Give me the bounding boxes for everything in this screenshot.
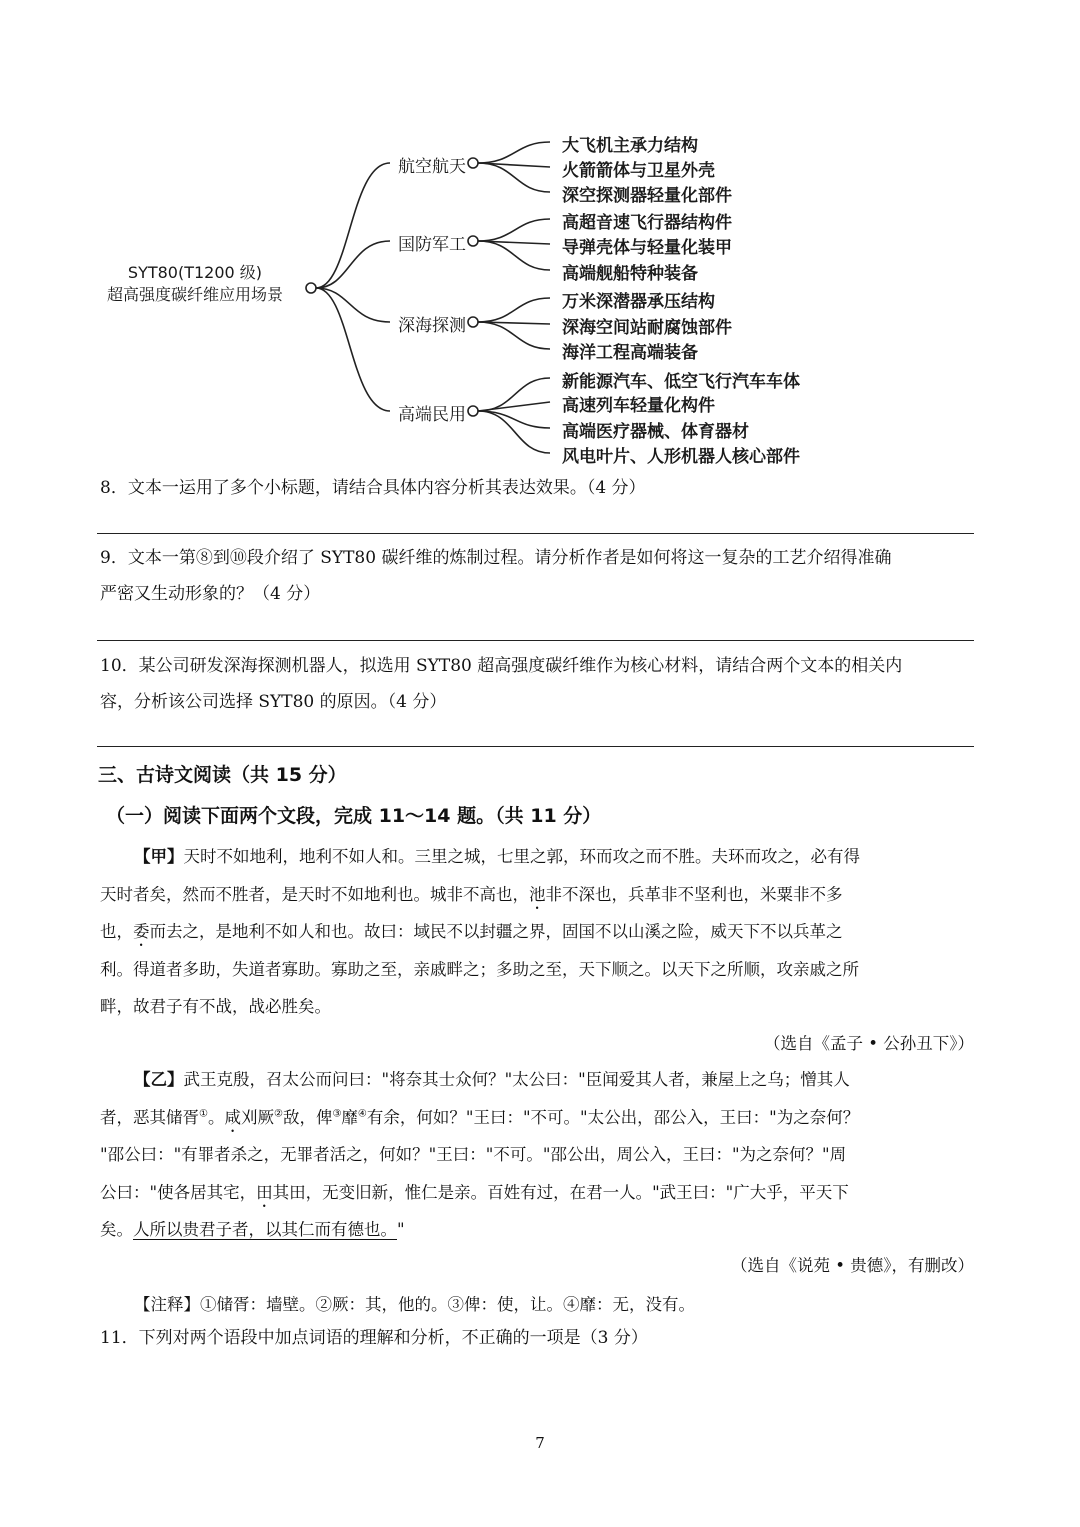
question-11: 11．下列对两个语段中加点词语的理解和分析，不正确的一项是（3 分） (100, 1328, 648, 1348)
question-9-line1: 9．文本一第⑧到⑩段介绍了 SYT80 碳纤维的炼制过程。请分析作者是如何将这一复杂的工艺介绍得准确 (100, 548, 892, 568)
answer-line-8[interactable] (97, 533, 974, 534)
text-run: 者，恶其储胥 (100, 1107, 199, 1127)
passage-jia-line2 (100, 876, 977, 914)
annotation-lead: 【注释】 (134, 1295, 200, 1314)
passage-jia-line5: 畔，故君子有不战，战必胜矣。 (100, 997, 331, 1016)
section-subtitle: （一）阅读下面两个文段，完成 11～14 题。（共 11 分） (106, 805, 602, 827)
dotted-word: 池 (529, 884, 546, 904)
mindmap-connectors (0, 0, 1080, 470)
page-number: 7 (535, 1434, 545, 1452)
text-run: 敌，俾 (282, 1107, 333, 1127)
passage-yi-line5 (100, 1211, 977, 1249)
mindmap-leaf: 高超音速飞行器结构件 (562, 213, 732, 233)
passage-yi-line2 (100, 1099, 977, 1137)
mindmap-leaf: 深空探测器轻量化部件 (562, 186, 732, 206)
passage-jia-lead: 【甲】 (134, 847, 184, 866)
passage-yi-line1 (100, 1061, 977, 1099)
footnote-marker: ② (273, 1108, 283, 1119)
question-10-line1: 10．某公司研发深海探测机器人，拟选用 SYT80 超高强度碳纤维作为核心材料，请结合两个文本的相关内 (100, 656, 903, 676)
dotted-word: 咸 (224, 1107, 241, 1127)
text-run: 天时不如地利，地利不如人和。三里之城，七里之郭，环而攻之而不胜。夫环而攻之，必有得 (183, 847, 860, 866)
question-9 (100, 540, 980, 612)
text-run: 公曰："使各居其宅， (100, 1182, 257, 1202)
passage-jia (100, 838, 977, 1026)
text-run: 非不深也，兵革非不坚利也，米粟非不多 (545, 884, 843, 904)
passage-jia-line3 (100, 913, 977, 951)
annotation-text: ①储胥：墙壁。②厥：其，他的。③俾：使，让。④靡：无，没有。 (200, 1295, 695, 1314)
underlined-sentence: 人所以贵君子者，以其仁而有德也。 (133, 1220, 397, 1239)
mindmap-leaf: 深海空间站耐腐蚀部件 (562, 318, 732, 338)
mindmap-leaf: 高端医疗器械、体育器材 (562, 422, 749, 442)
question-8: 8．文本一运用了多个小标题，请结合具体内容分析其表达效果。（4 分） (100, 478, 646, 498)
passage-yi (100, 1061, 977, 1249)
question-9-line2: 严密又生动形象的？（4 分） (100, 584, 321, 604)
mindmap-leaf: 风电叶片、人形机器人核心部件 (562, 447, 800, 467)
mindmap-leaf: 新能源汽车、低空飞行汽车车体 (562, 372, 800, 392)
annotation (134, 1286, 974, 1324)
text-run: 天时者矣，然而不胜者，是天时不如地利也。城非不高也， (100, 884, 529, 904)
mindmap-leaf: 万米深潜器承压结构 (562, 292, 715, 312)
answer-line-10[interactable] (97, 746, 974, 747)
passage-yi-lead: 【乙】 (134, 1070, 184, 1089)
passage-jia-line4: 利。得道者多助，失道者寡助。寡助之至，亲戚畔之；多助之至，天下顺之。以天下之所顺，攻亲戚之所 (100, 959, 859, 979)
passage-jia-line1 (100, 838, 977, 876)
mindmap-category-defense: 国防军工 (398, 235, 466, 255)
footnote-marker: ① (199, 1108, 208, 1119)
text-run: 有余，何如？"王曰："不可。"太公出，邵公入，王曰："为之奈何？ (366, 1107, 860, 1127)
mindmap-leaf: 高端舰船特种装备 (562, 264, 698, 284)
mindmap-leaf: 大飞机主承力结构 (562, 136, 698, 156)
footnote-marker: ④ (357, 1108, 367, 1119)
dotted-word: 田 (256, 1182, 273, 1202)
dotted-word: 委 (133, 922, 150, 941)
passage-yi-source: （选自《说苑 • 贵德》，有删改） (731, 1256, 974, 1275)
mindmap-leaf: 高速列车轻量化构件 (562, 396, 715, 416)
text-run: 其田，无变旧新，惟仁是亲。百姓有过，在君一人。"武王曰："广大乎，平天下 (272, 1182, 849, 1202)
passage-jia-source: （选自《孟子 • 公孙丑下》） (764, 1034, 974, 1053)
passage-yi-line4 (100, 1174, 977, 1212)
mindmap-root-line1: SYT80(T1200 级) (127, 263, 263, 282)
footnote-marker: ③ (332, 1108, 342, 1119)
text-run: 武王克殷，召太公而问曰："将奈其士众何？"太公曰："臣闻爱其人者，兼屋上之乌；憎其人 (183, 1070, 850, 1089)
mindmap-category-aerospace: 航空航天 (398, 157, 466, 177)
question-10-line2: 容，分析该公司选择 SYT80 的原因。（4 分） (100, 692, 447, 712)
mindmap-root-line2: 超高强度碳纤维应用场景 (106, 285, 283, 304)
passage-yi-line3: "邵公曰："有罪者杀之，无罪者活之，何如？"王曰："不可。"邵公出，周公入，王曰："为之奈何？"周 (100, 1145, 847, 1164)
question-10 (100, 648, 980, 720)
text-run: 。 (207, 1107, 225, 1127)
text-run: 矣。 (100, 1220, 133, 1239)
text-run: " (397, 1220, 405, 1239)
section-title: 三、古诗文阅读（共 15 分） (98, 764, 347, 786)
mindmap-root (80, 262, 310, 306)
mindmap-category-deepsea: 深海探测 (398, 316, 466, 336)
text-run: 靡 (341, 1107, 358, 1127)
mindmap-leaf: 导弹壳体与轻量化装甲 (562, 238, 732, 258)
mindmap-leaf: 火箭箭体与卫星外壳 (562, 161, 715, 181)
mindmap-category-civil: 高端民用 (398, 405, 466, 425)
text-run: 而去之，是地利不如人和也。故曰：域民不以封疆之界，固国不以山溪之险，威天下不以兵革之 (149, 922, 843, 941)
text-run: 也， (100, 922, 133, 941)
text-run: 刈厥 (240, 1107, 274, 1127)
answer-line-9[interactable] (97, 640, 974, 641)
mindmap-leaf: 海洋工程高端装备 (562, 343, 698, 363)
